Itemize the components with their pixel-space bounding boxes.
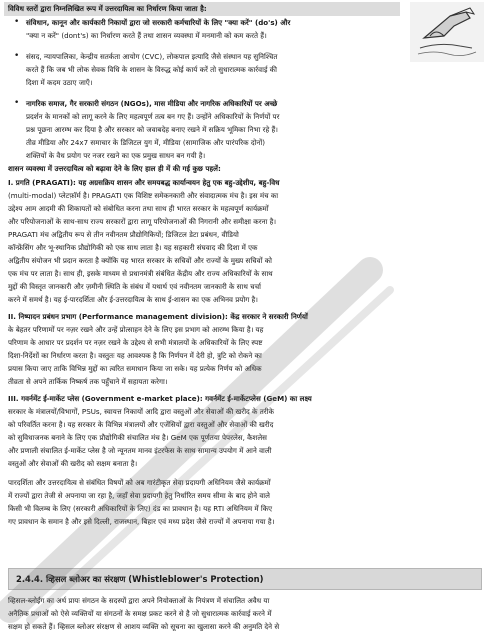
- bullet-line: शक्तियों के वैध प्रयोग पर नजर रखने का एक प्रमुख साधन बन गयी है।: [26, 151, 206, 160]
- body-line: वस्तुओं और सेवाओं की खरीद को सक्षम बनाता है।: [8, 459, 138, 468]
- body-line: PRAGATI मंच अद्वितीय रूप से तीन नवीनतम प्रौद्योगिकियों; डिजिटल डेटा प्रबंधन, वीडियो: [8, 230, 239, 239]
- footer-line: अनैतिक प्रथाओं को ऐसे व्यक्तियों या संगठनों के समक्ष प्रकट करने से है जो सुधारात्मक कार्रवाई करने में: [8, 609, 272, 618]
- body-line: परिणाम के आधार पर प्रदर्शन पर नज़र रखने के उद्देश्य से सभी मंत्रालयों के अधिकारियों के लिए स्पष्ट: [8, 338, 263, 347]
- body-line: के बेहतर परिणामों पर नज़र रखने और उन्हें प्रोत्साहन देने के लिए इस प्रभाग को आरम्भ किया है। यह: [8, 325, 264, 334]
- body-line: और प्रणाली संचालित ई-मार्केट प्लेस है जो न्यूनतम मानव इंटरफेस के साथ सामान्य उपयोग में आने वाली: [8, 446, 272, 455]
- body-line: और परियोजनाओं के साथ-साथ राज्य सरकारों द्वारा लागू परियोजनाओं की निगरानी और समीक्षा करना है।: [8, 217, 277, 226]
- body-line: एक मंच पर लाता है। साथ ही, इसके माध्यम से प्रधानमंत्री संबंधित केंद्रीय और राज्य अधिकारियों के साथ: [8, 269, 273, 278]
- bullet-icon: •: [14, 17, 20, 27]
- body-line: उद्देश्य आम आदमी की शिकायतों को संबोधित करना तथा साथ ही भारत सरकार के महत्वपूर्ण कार्यक्रमों: [8, 204, 269, 213]
- bullet-line: संसद, न्यायपालिका, केन्द्रीय सतर्कता आयोग (CVC), लोकपाल इत्यादि जैसे संस्थान यह सुनिश्चित: [26, 52, 278, 61]
- section-title: 2.4.4. व्हिसल ब्लोअर का संरक्षण (Whistleblower's Protection): [16, 574, 264, 584]
- body-line: सरकार के मंत्रालयों/विभागों, PSUs, स्वायत्त निकायों आदि द्वारा वस्तुओं और सेवाओं की खरीद के तरीके: [8, 407, 274, 416]
- body-line: अद्वितीय संयोजन भी प्रदान करता है क्योंकि यह भारत सरकार के सचिवों और राज्यों के मुख्य सचिवों को: [8, 256, 273, 265]
- hand-writing-logo-icon: [410, 2, 484, 62]
- bullet-line: तीव्र मीडिया और 24x7 समाचार के डिजिटल युग में, मीडिया (सामाजिक और पारंपरिक दोनों): [26, 138, 265, 147]
- bullet-icon: •: [14, 98, 20, 108]
- body-line: को परिवर्तित करना है। यह सरकार के विभिन्न मंत्रालयों और एजेंसियों द्वारा वस्तुओं और सेवाओं की खरीद: [8, 420, 274, 429]
- bullet-icon: •: [14, 51, 20, 61]
- body-line: दिशा-निर्देशों का निर्धारण करता है। वस्तुतः यह आवश्यक है कि निर्णयन में देरी हो, त्रुटि को रोकने का: [8, 351, 262, 360]
- body-line: (multi-modal) प्लेटफ़ॉर्म है। PRAGATI एक विशिष्ट समेकनकारी और संवादात्मक मंच है। इस मंच का: [8, 191, 279, 200]
- bullet-line: दिशा में कदम उठाए जाएँ।: [26, 78, 93, 87]
- body-line: III. गवर्नमेंट ई-मार्केट प्लेस (Government e-market place): गवर्नमेंट ई-मार्केटप्लेस (GeM) का लक्ष्य: [8, 394, 312, 403]
- bullet-line: नागरिक समाज, गैर सरकारी संगठन (NGOs), मास मीडिया और नागरिक अधिकारियों पर अच्छे: [26, 99, 278, 108]
- body-line: कॉन्फ्रेंसिंग और भू-स्थानिक प्रौद्योगिकी को एक साथ लाता है। यह सहकारी संघवाद की दिशा में एक: [8, 243, 258, 252]
- body-line: में राज्यों द्वारा तेजी से अपनाया जा रहा है, जहाँ सेवा प्रदायगी हेतु निर्धारित समय सीमा के बाद होने वाले: [8, 491, 270, 500]
- bullet-line: प्रश्न पूछना आरम्भ कर दिया है और सरकार को जवाबदेह बनाए रखने में सक्रिय भूमिका निभा रहे हैं।: [26, 125, 278, 134]
- bullet-line: "क्या न करें" (dont's) का निर्धारण करते हैं तथा शासन व्यवस्था में मनमानी को कम करते हैं।: [26, 31, 267, 40]
- banner-text: विविध स्तरों द्वारा निम्नलिखित रूप में उत्तरदायित्व का निर्धारण किया जाता है:: [8, 4, 207, 13]
- body-line: तीव्रता से अपने तार्किक निष्कर्ष तक पहुँचाने में सहायता करेगा।: [8, 377, 168, 386]
- body-line: को सुविधाजनक बनाने के लिए एक प्रौद्योगिकी संचालित मंच है। GeM एक पूर्णतया पेपरलेस, कैशलेस: [8, 433, 267, 442]
- bullet-line: संविधान, कानून और कार्यकारी निकायों द्वारा जो सरकारी कर्मचारियों के लिए "क्या करें" (do's) और: [26, 18, 291, 27]
- body-line: प्रयास किया जाए ताकि विभिन्न मुद्दों का त्वरित समाधान किया जा सके। यह प्रत्येक निर्णय को अधिक: [8, 364, 262, 373]
- bullet-line: करते हैं कि जब भी लोक सेवक विधि के शासन के विरुद्ध कोई कार्य करें तो सुधारात्मक कार्रवाई की: [26, 65, 277, 74]
- footer-line: व्हिसल-ब्लोईंग का अर्थ प्रायः संगठन के सदस्यों द्वारा अपने नियोक्ताओं के नियंत्रण में संचालित अवैध या: [8, 596, 270, 605]
- body-line: II. निष्पादन प्रबंधन प्रभाग (Performance management division): केंद्र सरकार ने सरकारी निर्णयों: [8, 312, 308, 321]
- body-line: करने में समर्थ है। यह ई-पारदर्शिता और ई-उत्तरदायित्व के साथ ई-शासन का एक अभिनव प्रयोग है।: [8, 295, 258, 304]
- footer-line: सक्षम हो सकते हैं। व्हिसल ब्लोअर संरक्षण से आशय व्यक्ति को सूचना का खुलासा करने की अनुमति देने से: [8, 622, 280, 631]
- body-line: गए प्रावधान के समान है और इसे दिल्ली, राजस्थान, बिहार एवं मध्य प्रदेश जैसे राज्यों में अपनाया गया है।: [8, 517, 275, 526]
- body-line: I. प्रगति (PRAGATI): यह अग्रसक्रिय शासन और समयबद्ध कार्यान्वयन हेतु एक बहु-उद्देशीय, बहु-विध: [8, 178, 280, 187]
- body-line: मुद्दों की विस्तृत जानकारी और ज़मीनी स्थिति के संबंध में यथार्थ एवं नवीनतम जानकारी के साथ चर्चा: [8, 282, 261, 291]
- bullet-line: प्रदर्शन के मानकों को लागू करने के लिए महत्वपूर्ण तत्व बन गए हैं। उन्होंने अधिकारियों के निर्णयों पर: [26, 112, 280, 121]
- body-line: किसी भी विलम्ब के लिए (सरकारी अधिकारियों के लिए) दंड का प्रावधान है। यह RTI अधिनियम में किए: [8, 504, 273, 513]
- body-line: पारदर्शिता और उत्तरदायित्व से संबंधित विषयों को अब गारंटीकृत सेवा प्रदायगी अधिनियम जैसे कार्यक्रमों: [8, 478, 271, 487]
- initiatives-subheading: शासन व्यवस्था में उत्तरदायित्व को बढ़ावा देने के लिए हाल ही में की गई कुछ पहलें:: [8, 164, 221, 173]
